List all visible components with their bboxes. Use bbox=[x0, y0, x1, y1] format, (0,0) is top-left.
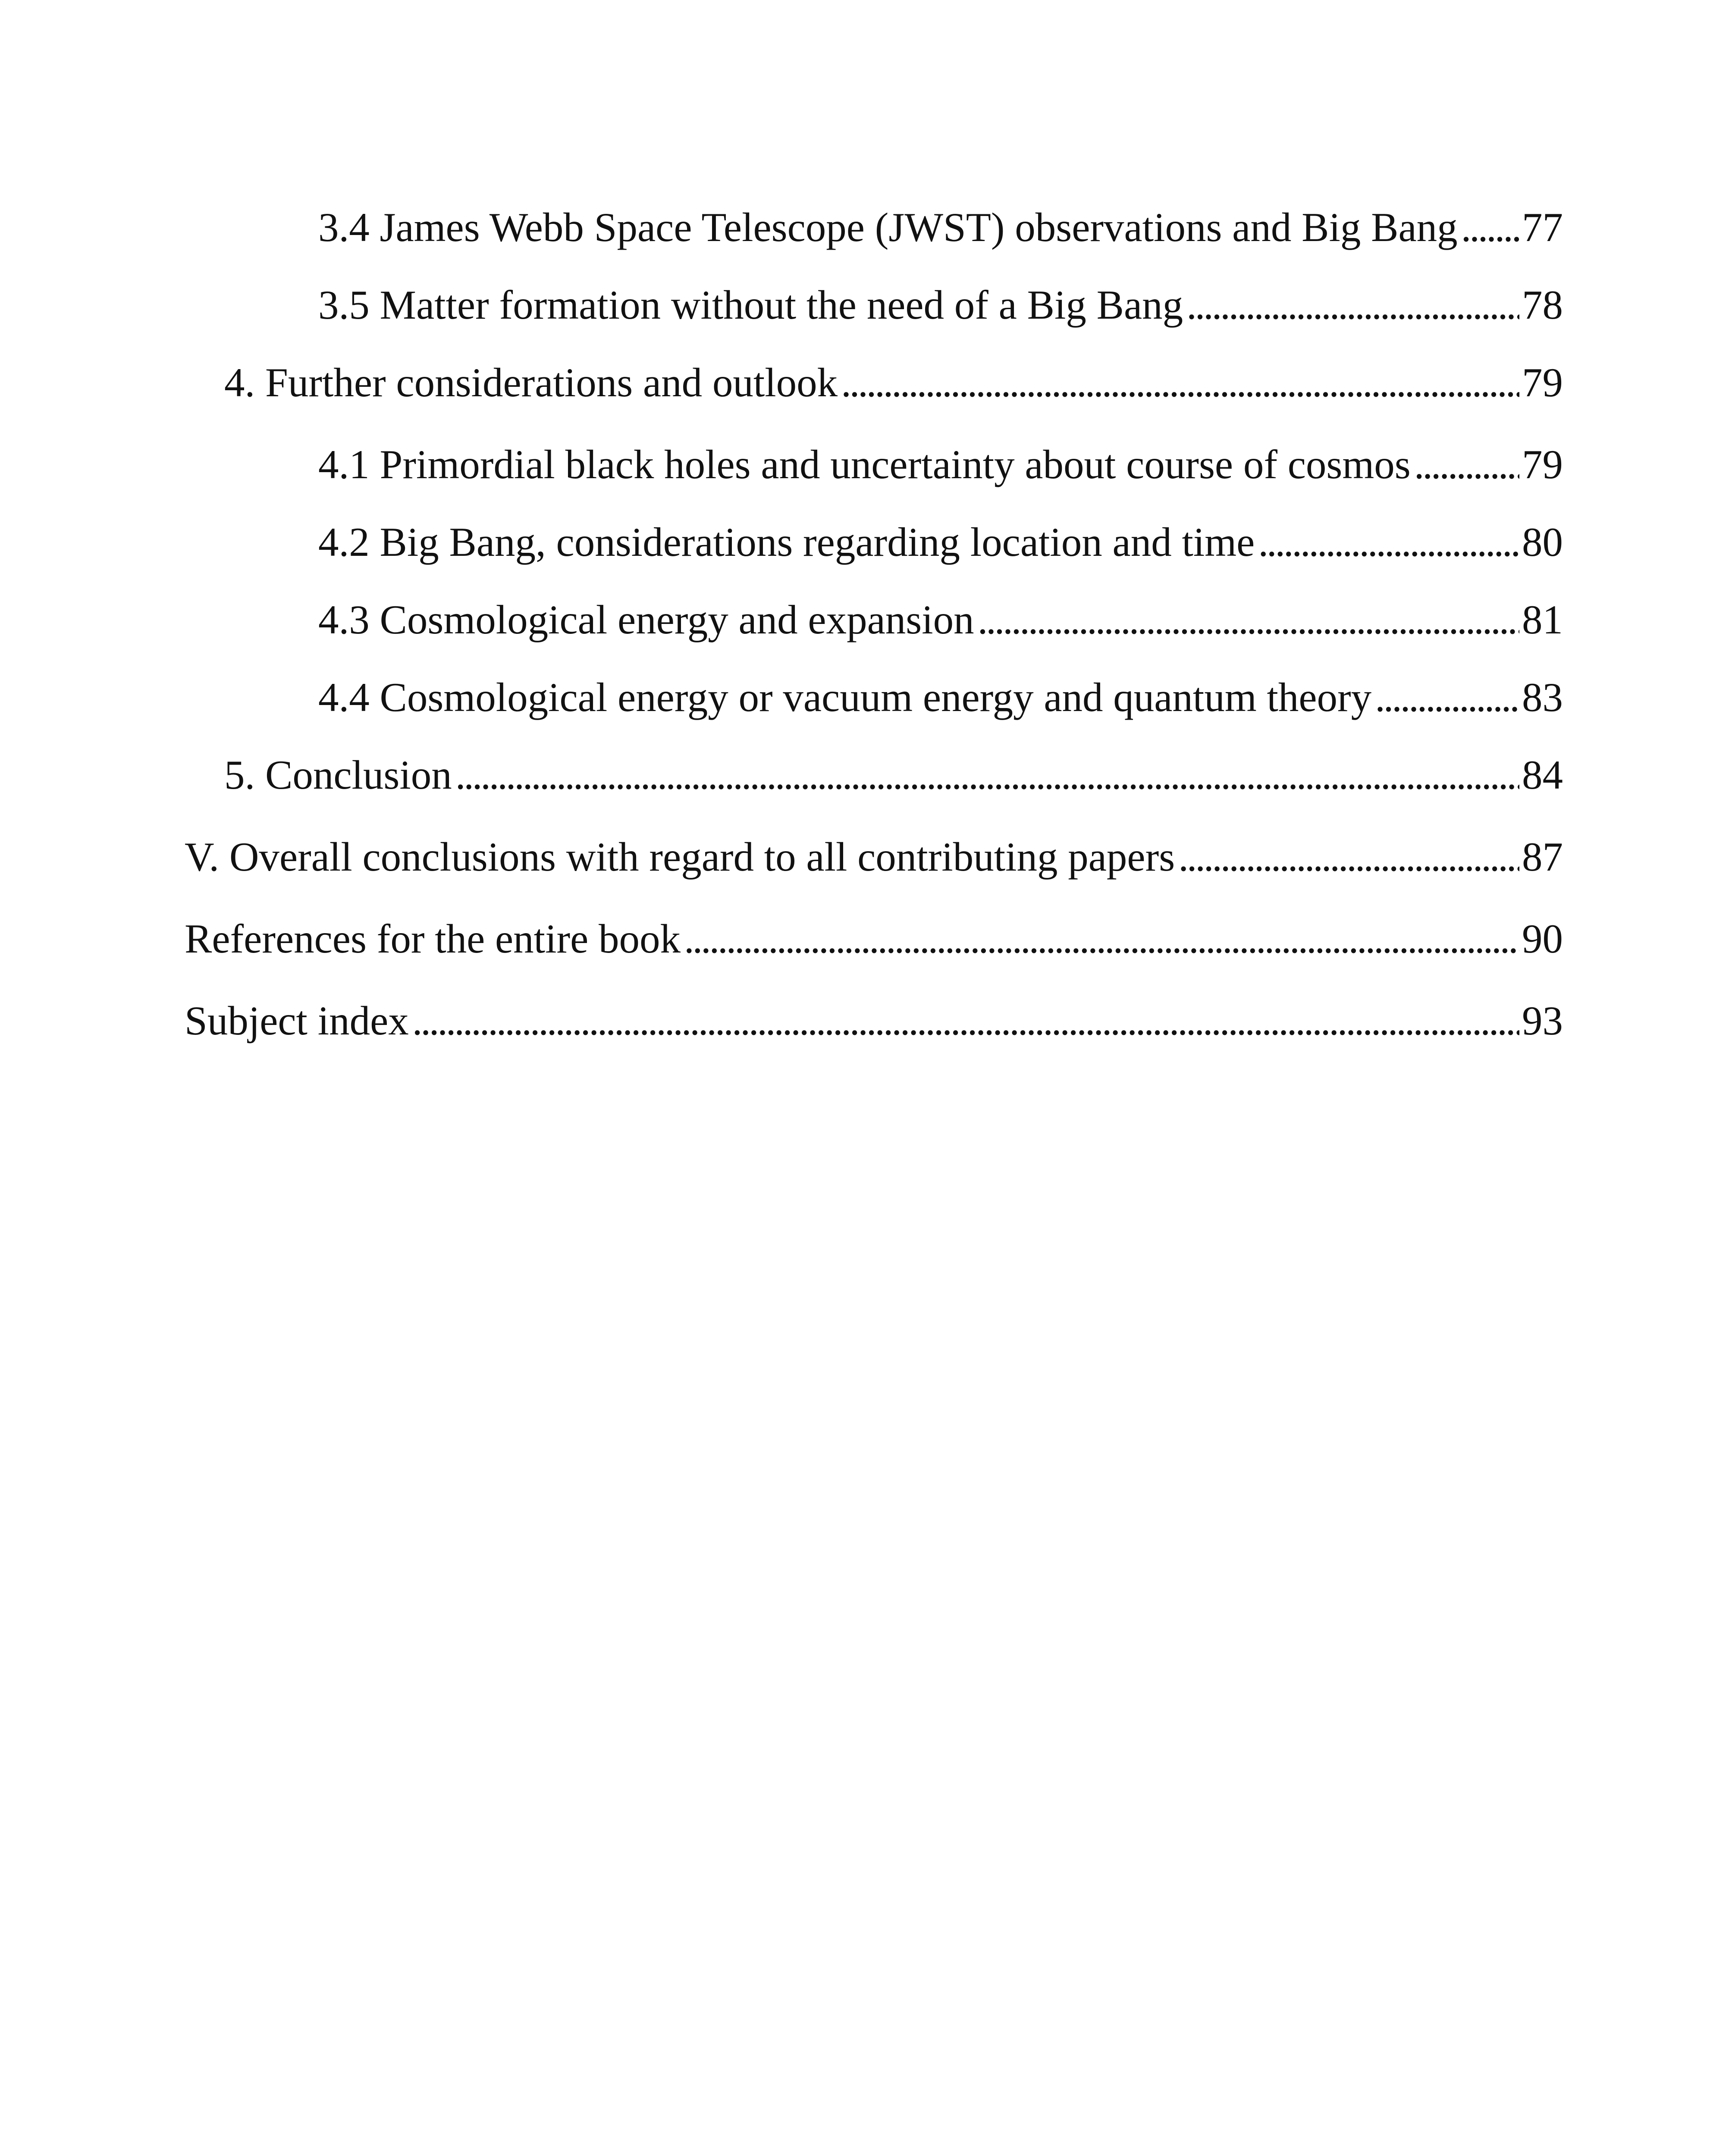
dot-leader bbox=[1178, 831, 1519, 883]
toc-entry-page: 90 bbox=[1522, 916, 1563, 962]
dot-leader bbox=[841, 357, 1519, 408]
toc-entry-4[interactable] bbox=[224, 357, 1563, 408]
toc-entry-label: 3.5 Matter formation without the need of a Big Bang bbox=[318, 282, 1183, 328]
dot-leader bbox=[1414, 439, 1519, 490]
dot-leader bbox=[1258, 516, 1519, 568]
toc-entry-label: 4.4 Cosmological energy or vacuum energy and quantum theory bbox=[318, 674, 1372, 720]
toc-entry-page: 84 bbox=[1522, 752, 1563, 798]
dot-leader bbox=[412, 995, 1519, 1047]
toc-entry-4-2[interactable] bbox=[318, 516, 1563, 568]
toc-entry-page: 78 bbox=[1522, 282, 1563, 328]
toc-entry-label: 3.4 James Webb Space Telescope (JWST) observations and Big Bang bbox=[318, 204, 1458, 250]
dot-leader bbox=[1461, 201, 1519, 253]
dot-leader bbox=[978, 594, 1519, 646]
toc-entry-page: 79 bbox=[1522, 360, 1563, 405]
toc-entry-page: 87 bbox=[1522, 834, 1563, 880]
toc-entry-page: 77 bbox=[1522, 204, 1563, 250]
toc-entry-page: 93 bbox=[1522, 998, 1563, 1044]
toc-entry-page: 81 bbox=[1522, 597, 1563, 642]
toc-entry-label: 4.2 Big Bang, considerations regarding location and time bbox=[318, 519, 1255, 565]
toc-entry-4-3[interactable] bbox=[318, 594, 1563, 646]
toc-entry-label: V. Overall conclusions with regard to all contributing papers bbox=[185, 834, 1175, 880]
toc-entry-3-4[interactable] bbox=[318, 201, 1563, 253]
toc-entry-label: References for the entire book bbox=[185, 916, 681, 962]
toc-entry-4-1[interactable] bbox=[318, 439, 1563, 490]
toc-entry-v[interactable] bbox=[185, 831, 1563, 883]
toc-entry-label: 4.3 Cosmological energy and expansion bbox=[318, 597, 974, 642]
toc-entry-label: 4. Further considerations and outlook bbox=[224, 360, 838, 405]
toc-entry-5[interactable] bbox=[224, 749, 1563, 801]
toc-entry-label: 4.1 Primordial black holes and uncertainty about course of cosmos bbox=[318, 442, 1411, 487]
dot-leader bbox=[1186, 279, 1519, 331]
toc-entry-subject-index[interactable] bbox=[185, 995, 1563, 1047]
toc-entry-page: 83 bbox=[1522, 674, 1563, 720]
toc-entry-4-4[interactable] bbox=[318, 671, 1563, 723]
toc-entry-3-5[interactable] bbox=[318, 279, 1563, 331]
toc-entry-references[interactable] bbox=[185, 913, 1563, 965]
dot-leader bbox=[684, 913, 1519, 965]
toc-entry-label: 5. Conclusion bbox=[224, 752, 452, 798]
toc-entry-page: 80 bbox=[1522, 519, 1563, 565]
dot-leader bbox=[1375, 671, 1519, 723]
dot-leader bbox=[455, 749, 1519, 801]
toc-entry-label: Subject index bbox=[185, 998, 409, 1044]
toc-entry-page: 79 bbox=[1522, 442, 1563, 487]
